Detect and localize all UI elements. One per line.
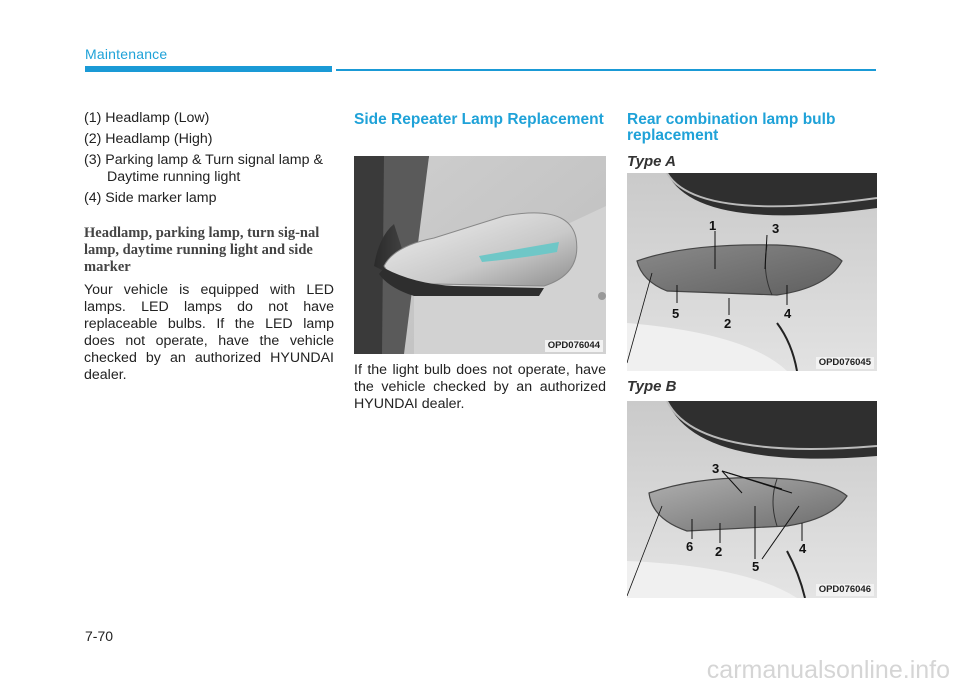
side-mirror-figure: [354, 156, 606, 354]
callout-label: 3: [712, 461, 720, 476]
callout-label: 4: [784, 306, 792, 321]
callout-label: 6: [686, 539, 694, 554]
callout-label: 1: [709, 218, 717, 233]
type-a-illustration: [627, 173, 877, 371]
page-number: 7-70: [85, 628, 114, 644]
type-b-figure: [627, 401, 877, 598]
middle-column: [354, 110, 606, 128]
right-column: [627, 110, 879, 144]
list-item: (4) Side marker lamp: [84, 190, 217, 206]
section-title: Maintenance: [85, 46, 168, 62]
figure-code: OPD076044: [545, 340, 603, 352]
side-repeater-text: [354, 362, 606, 413]
side-repeater-title: Side Repeater Lamp Replacement: [354, 111, 604, 128]
rear-lamp-title: Rear combination lamp bulb replacement: [627, 111, 836, 144]
left-column: [84, 110, 334, 384]
type-a-figure: [627, 173, 877, 371]
list-item: (3) Parking lamp & Turn signal lamp & Daytime running light: [84, 152, 323, 185]
list-item: (1) Headlamp (Low): [84, 110, 210, 126]
callout-label: 2: [715, 544, 723, 559]
type-a-label: Type A: [627, 153, 676, 170]
header-rule-thick: [85, 66, 332, 72]
type-b-heading: [627, 378, 676, 395]
callout-label: 2: [724, 316, 732, 331]
callout-label: 5: [752, 559, 760, 574]
side-mirror-illustration: [354, 156, 606, 354]
led-paragraph: Your vehicle is equipped with LED lamps. LED lamps do not have replaceable bulbs. If the LED lamp does not operate, have the vehicle checked by an authorized HYUNDAI dealer.: [84, 282, 334, 383]
figure-code: OPD076046: [816, 584, 874, 596]
callout-label: 3: [772, 221, 780, 236]
type-b-label: Type B: [627, 378, 677, 395]
subheading: Headlamp, parking lamp, turn sig-nal lamp, daytime running light and side marker: [84, 225, 320, 275]
callout-label: 4: [799, 541, 807, 556]
header-rule-thin: [336, 69, 876, 71]
figure-code: OPD076045: [816, 357, 874, 369]
type-b-illustration: [627, 401, 877, 598]
side-repeater-paragraph: If the light bulb does not operate, have the vehicle checked by an authorized HYUNDAI dealer.: [354, 362, 606, 412]
callout-label: 5: [672, 306, 680, 321]
type-a-heading: [627, 153, 676, 170]
list-item: (2) Headlamp (High): [84, 131, 213, 147]
watermark: carmanualsonline.info: [706, 656, 950, 684]
